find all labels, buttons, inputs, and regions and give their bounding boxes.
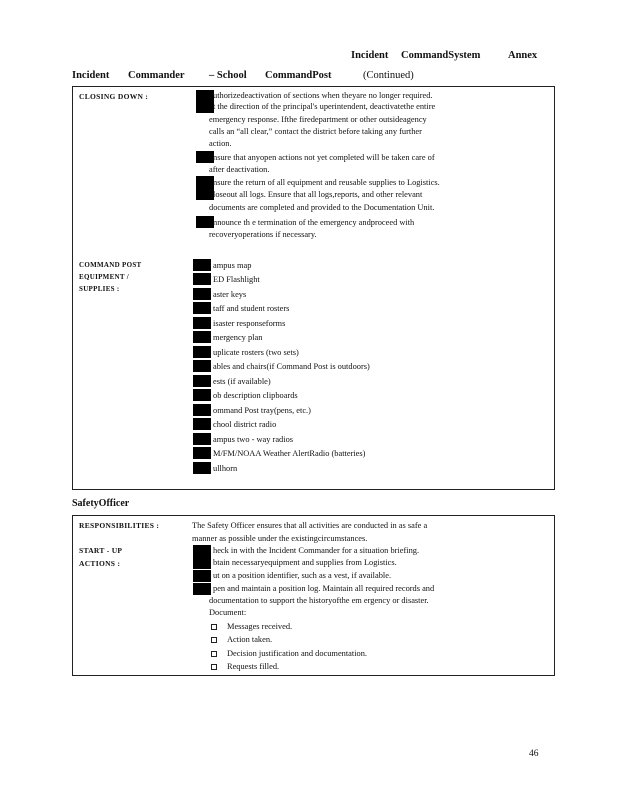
redaction-block bbox=[196, 101, 214, 113]
startup-label-1: START - UP bbox=[79, 546, 123, 555]
checkbox-square-icon bbox=[211, 651, 217, 657]
document-item bbox=[211, 662, 279, 672]
title-commander: Commander bbox=[128, 70, 185, 81]
redaction-block bbox=[193, 375, 211, 387]
title-command-post: CommandPost bbox=[265, 70, 332, 81]
section-title-safety-officer: SafetyOfficer bbox=[72, 498, 130, 509]
redaction-block bbox=[196, 216, 214, 228]
equipment-label-3: SUPPLIES : bbox=[79, 285, 120, 293]
responsibilities-line: The Safety Officer ensures that all activities are conducted in as safe a bbox=[192, 521, 428, 530]
page-number: 46 bbox=[529, 749, 539, 759]
closing-line: recoveryoperations if necessary. bbox=[209, 230, 317, 239]
header-incident: Incident bbox=[351, 50, 389, 61]
document-item-label: Action taken. bbox=[227, 635, 273, 644]
closing-line: loseout all logs. Ensure that all logs,reports, and other relevant bbox=[213, 190, 423, 199]
equipment-item: ests (if available) bbox=[213, 377, 271, 386]
redaction-block bbox=[193, 317, 211, 329]
header-annex: Annex bbox=[508, 50, 538, 61]
startup-line: btain necessaryequipment and supplies from Logistics. bbox=[213, 558, 397, 567]
redaction-block bbox=[193, 418, 211, 430]
closing-line: t the direction of the principal's uperintendent, deactivatethe entire bbox=[213, 102, 436, 111]
document-item bbox=[211, 622, 292, 632]
equipment-item: M/FM/NOAA Weather AlertRadio (batteries) bbox=[213, 449, 366, 458]
redaction-block bbox=[193, 288, 211, 300]
redaction-block bbox=[193, 583, 211, 595]
redaction-block bbox=[196, 176, 214, 188]
redaction-block bbox=[193, 557, 211, 569]
document-item bbox=[211, 635, 272, 645]
equipment-label-2: EQUIPMENT / bbox=[79, 273, 130, 281]
redaction-block bbox=[193, 331, 211, 343]
safety-officer-table-box bbox=[72, 515, 555, 676]
equipment-item: aster keys bbox=[213, 290, 247, 299]
closing-line: nsure the return of all equipment and reusable supplies to Logistics. bbox=[213, 178, 440, 187]
redaction-block bbox=[193, 273, 211, 285]
redaction-block bbox=[196, 188, 214, 200]
redaction-block bbox=[193, 570, 211, 582]
redaction-block bbox=[193, 259, 211, 271]
equipment-item: uplicate rosters (two sets) bbox=[213, 348, 299, 357]
startup-line: pen and maintain a position log. Maintain all required records and bbox=[213, 584, 435, 593]
commander-table-box bbox=[72, 86, 555, 490]
document-item-label: Requests filled. bbox=[227, 662, 280, 671]
equipment-item: ampus map bbox=[213, 261, 252, 270]
title-school: – School bbox=[209, 70, 247, 81]
equipment-item: ommand Post tray(pens, etc.) bbox=[213, 406, 311, 415]
redaction-block bbox=[193, 433, 211, 445]
checkbox-square-icon bbox=[211, 624, 217, 630]
document-item-label: Messages received. bbox=[227, 622, 293, 631]
equipment-item: ables and chairs(if Command Post is outdoors) bbox=[213, 362, 370, 371]
closing-line: after deactivation. bbox=[209, 165, 270, 174]
redaction-block bbox=[193, 360, 211, 372]
closing-line: calls an “all clear,” contact the district before taking any further bbox=[209, 127, 422, 136]
closing-line: nsure that anyopen actions not yet completed will be taken care of bbox=[213, 153, 435, 162]
title-incident: Incident bbox=[72, 70, 110, 81]
equipment-item: ampus two - way radios bbox=[213, 435, 294, 444]
redaction-block bbox=[193, 545, 211, 557]
closing-line: nnounce th e termination of the emergency andproceed with bbox=[213, 218, 415, 227]
equipment-label-1: COMMAND POST bbox=[79, 261, 142, 269]
equipment-item: chool district radio bbox=[213, 420, 277, 429]
redaction-block bbox=[196, 151, 214, 163]
document-item-label: Decision justification and documentation. bbox=[227, 649, 368, 658]
closing-line: uthorizedeactivation of sections when theyare no longer required. bbox=[213, 91, 433, 100]
startup-line: ut on a position identifier, such as a vest, if available. bbox=[213, 571, 392, 580]
startup-line: Document: bbox=[209, 608, 247, 617]
title-continued: (Continued) bbox=[363, 70, 414, 81]
startup-line: documentation to support the historyofthe em ergency or disaster. bbox=[209, 596, 429, 605]
closing-down-label: CLOSING DOWN : bbox=[79, 92, 149, 101]
responsibilities-line: manner as possible under the existingcircumstances. bbox=[192, 534, 368, 543]
redaction-block bbox=[193, 447, 211, 459]
equipment-item: taff and student rosters bbox=[213, 304, 290, 313]
equipment-item: isaster responseforms bbox=[213, 319, 286, 328]
redaction-block bbox=[193, 389, 211, 401]
equipment-item: mergency plan bbox=[213, 333, 263, 342]
document-item bbox=[211, 649, 367, 659]
redaction-block bbox=[193, 346, 211, 358]
equipment-item: ullhorn bbox=[213, 464, 238, 473]
closing-line: emergency response. Ifthe firedepartment or other outsideagency bbox=[209, 115, 427, 124]
redaction-block bbox=[193, 462, 211, 474]
startup-label-2: ACTIONS : bbox=[79, 559, 121, 568]
checkbox-square-icon bbox=[211, 637, 217, 643]
startup-line: heck in with the Incident Commander for a situation briefing. bbox=[213, 546, 420, 555]
checkbox-square-icon bbox=[211, 664, 217, 670]
closing-line: documents are completed and provided to the Documentation Unit. bbox=[209, 203, 435, 212]
equipment-item: ED Flashlight bbox=[213, 275, 260, 284]
equipment-item: ob description clipboards bbox=[213, 391, 298, 400]
closing-line: action. bbox=[209, 139, 232, 148]
redaction-block bbox=[193, 404, 211, 416]
redaction-block bbox=[193, 302, 211, 314]
header-command-system: CommandSystem bbox=[401, 50, 481, 61]
responsibilities-label: RESPONSIBILITIES : bbox=[79, 521, 160, 530]
